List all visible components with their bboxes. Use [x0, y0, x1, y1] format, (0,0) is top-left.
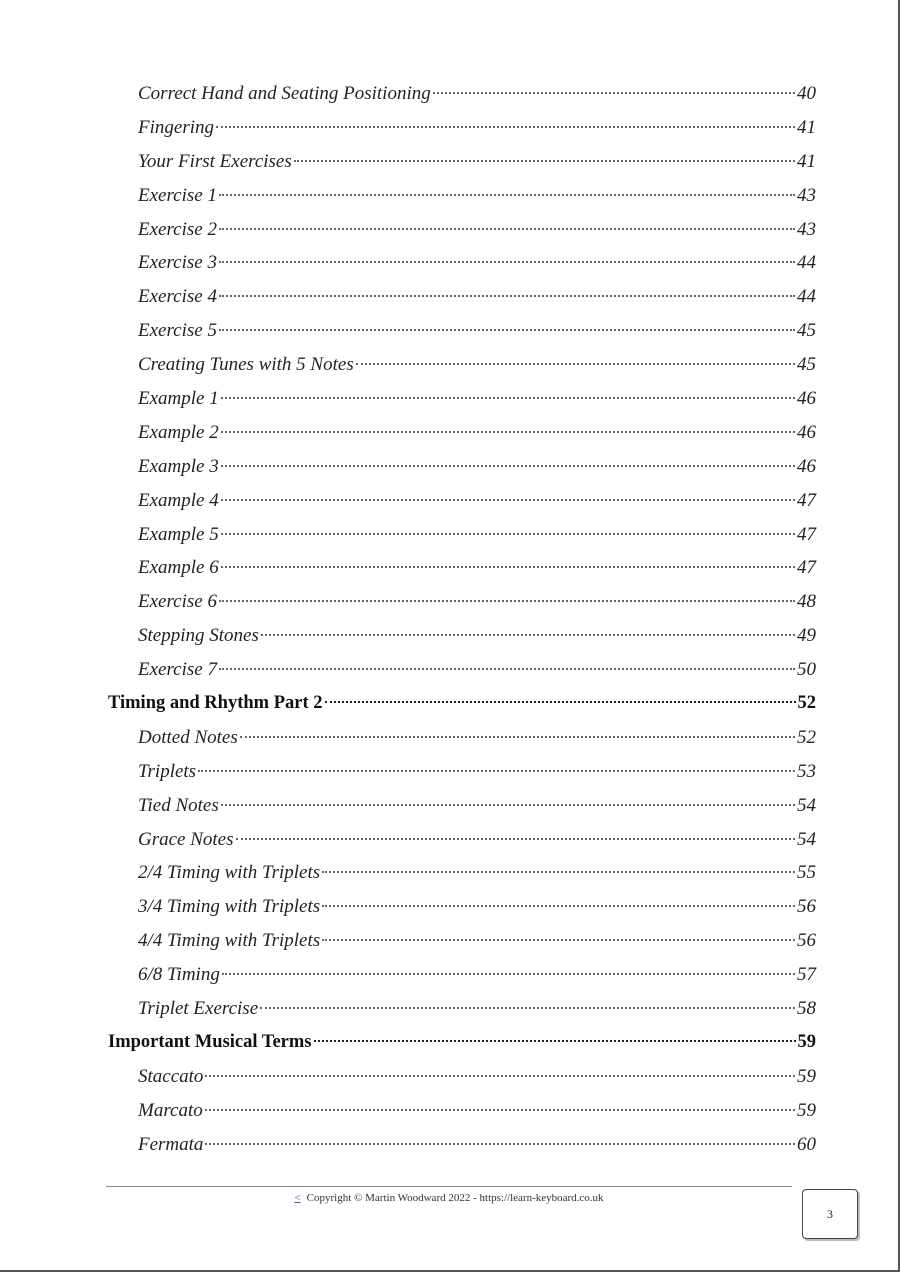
toc-entry-title: Exercise 6	[138, 591, 217, 613]
toc-section-entry[interactable]	[108, 619, 816, 653]
toc-section-entry[interactable]	[108, 145, 816, 179]
toc-entry-title: Exercise 7	[138, 659, 217, 681]
dot-leader	[221, 431, 795, 433]
dot-leader	[219, 600, 795, 602]
toc-entry-title: Correct Hand and Seating Positioning	[138, 83, 431, 104]
toc-entry-title: Example 1	[138, 388, 219, 410]
dot-leader	[236, 838, 795, 840]
dot-leader	[205, 1109, 795, 1111]
toc-section-entry[interactable]	[108, 280, 816, 314]
toc-entry-page: 41	[797, 116, 816, 138]
toc-section-entry[interactable]	[108, 958, 816, 992]
toc-entry-page: 46	[797, 388, 816, 410]
toc-entry-page: 40	[797, 83, 816, 104]
toc-entry-title: Staccato	[138, 1065, 204, 1087]
toc-section-entry[interactable]	[108, 856, 816, 890]
toc-entry-page: 52	[797, 726, 816, 748]
toc-entry-title: Creating Tunes with 5 Notes	[138, 354, 354, 376]
toc-entry-page: 58	[797, 998, 816, 1020]
footer-divider	[106, 1186, 792, 1187]
toc-section-entry[interactable]	[108, 179, 816, 213]
toc-entry-title: 6/8 Timing	[138, 964, 220, 986]
toc-entry-page: 47	[797, 489, 816, 511]
dot-leader	[219, 295, 795, 297]
dot-leader	[325, 701, 796, 703]
dot-leader	[322, 905, 795, 907]
toc-section-entry[interactable]	[108, 348, 816, 382]
toc-section-entry[interactable]	[108, 314, 816, 348]
toc-entry-page: 44	[797, 286, 816, 308]
dot-leader	[322, 871, 795, 873]
toc-entry-page: 60	[797, 1133, 816, 1155]
toc-section-entry[interactable]	[108, 1060, 816, 1094]
back-link[interactable]: <	[294, 1192, 301, 1204]
dot-leader	[221, 533, 795, 535]
dot-leader	[216, 126, 795, 128]
toc-section-entry[interactable]	[108, 585, 816, 619]
toc-section-entry[interactable]	[108, 924, 816, 958]
footer	[106, 1192, 792, 1204]
dot-leader	[433, 92, 795, 94]
toc-entry-title: Timing and Rhythm Part 2	[108, 693, 323, 714]
copyright-text: Copyright © Martin Woodward 2022 - https://learn-keyboard.co.uk	[306, 1192, 604, 1204]
toc-entry-page: 59	[797, 1099, 816, 1121]
toc-entry-page: 54	[797, 794, 816, 816]
toc-entry-title: Important Musical Terms	[108, 1031, 312, 1052]
toc-entry-page: 53	[797, 760, 816, 782]
page-number-box	[802, 1189, 858, 1239]
toc-section-entry[interactable]	[108, 518, 816, 552]
toc-entry-title: Exercise 4	[138, 286, 217, 308]
toc-section-entry[interactable]	[108, 1094, 816, 1128]
toc-entry-title: Example 5	[138, 523, 219, 545]
toc-entry-title: Exercise 2	[138, 218, 217, 240]
dot-leader	[219, 228, 795, 230]
toc-section-entry[interactable]	[108, 450, 816, 484]
dot-leader	[219, 194, 795, 196]
toc-entry-title: 4/4 Timing with Triplets	[138, 930, 321, 952]
toc-section-entry[interactable]	[108, 1128, 816, 1162]
toc-entry-title: Triplets	[138, 760, 197, 782]
toc-entry-title: 3/4 Timing with Triplets	[138, 896, 321, 918]
toc-section-entry[interactable]	[108, 416, 816, 450]
toc-section-entry[interactable]	[108, 890, 816, 924]
dot-leader	[260, 1007, 795, 1009]
dot-leader	[219, 261, 795, 263]
toc-section-entry[interactable]	[108, 484, 816, 518]
toc-section-entry[interactable]	[108, 246, 816, 280]
toc-entry-page: 43	[797, 184, 816, 206]
dot-leader	[221, 804, 795, 806]
page-number: 3	[827, 1206, 833, 1221]
toc-entry-title: Grace Notes	[138, 828, 234, 850]
toc-entry-page: 57	[797, 964, 816, 986]
toc-entry-title: Fingering	[138, 116, 214, 138]
toc-entry-page: 52	[797, 693, 816, 714]
toc-entry-page: 41	[797, 150, 816, 172]
toc-entry-title: Example 3	[138, 455, 219, 477]
dot-leader	[219, 329, 795, 331]
toc-entry-title: Marcato	[138, 1099, 203, 1121]
toc-section-entry[interactable]	[108, 789, 816, 823]
toc-entry-page: 49	[797, 625, 816, 647]
toc-entry-page: 46	[797, 421, 816, 443]
dot-leader	[198, 770, 795, 772]
toc-entry-title: Example 4	[138, 489, 219, 511]
toc-section-entry[interactable]	[108, 721, 816, 755]
toc-section-entry[interactable]	[108, 992, 816, 1026]
toc-entry-page: 47	[797, 557, 816, 579]
toc-entry-page: 59	[797, 1065, 816, 1087]
toc-entry-title: Tied Notes	[138, 794, 219, 816]
dot-leader	[261, 634, 795, 636]
toc-entry-title: Exercise 5	[138, 320, 217, 342]
toc-section-entry[interactable]	[108, 213, 816, 247]
toc-chapter-entry[interactable]	[108, 687, 816, 721]
toc-section-entry[interactable]	[108, 755, 816, 789]
dot-leader	[205, 1075, 795, 1077]
toc-entry-page: 50	[797, 659, 816, 681]
toc-entry-page: 44	[797, 252, 816, 274]
dot-leader	[221, 566, 795, 568]
toc-entry-title: Dotted Notes	[138, 726, 238, 748]
toc-chapter-entry[interactable]	[108, 1026, 816, 1060]
dot-leader	[221, 499, 795, 501]
toc-section-entry[interactable]	[108, 111, 816, 145]
toc-entry-title: Exercise 3	[138, 252, 217, 274]
dot-leader	[221, 397, 795, 399]
toc-section-entry[interactable]	[108, 382, 816, 416]
toc-entry-page: 46	[797, 455, 816, 477]
toc-entry-title: Example 2	[138, 421, 219, 443]
toc-section-entry[interactable]	[108, 653, 816, 687]
toc-entry-page: 59	[797, 1031, 816, 1052]
dot-leader	[322, 939, 795, 941]
toc-entry-page: 45	[797, 320, 816, 342]
toc-section-entry[interactable]	[108, 551, 816, 585]
dot-leader	[222, 973, 795, 975]
toc-entry-page: 55	[797, 862, 816, 884]
toc-entry-title: Your First Exercises	[138, 150, 292, 172]
toc-entry-page: 56	[797, 930, 816, 952]
dot-leader	[221, 465, 795, 467]
dot-leader	[294, 160, 795, 162]
toc-entry-title: Triplet Exercise	[138, 998, 259, 1020]
toc-entry-page: 48	[797, 591, 816, 613]
toc-entry-page: 45	[797, 354, 816, 376]
toc-section-entry[interactable]	[108, 77, 816, 111]
toc-section-entry[interactable]	[108, 823, 816, 857]
toc-entry-title: Example 6	[138, 557, 219, 579]
toc-entry-page: 56	[797, 896, 816, 918]
dot-leader	[240, 736, 795, 738]
toc-entry-title: Exercise 1	[138, 184, 217, 206]
toc-entry-page: 43	[797, 218, 816, 240]
toc-entry-title: Fermata	[138, 1133, 204, 1155]
dot-leader	[314, 1040, 796, 1042]
dot-leader	[219, 668, 795, 670]
toc-entry-title: Stepping Stones	[138, 625, 259, 647]
toc-entry-page: 47	[797, 523, 816, 545]
toc-entry-title: 2/4 Timing with Triplets	[138, 862, 321, 884]
dot-leader	[356, 363, 795, 365]
dot-leader	[205, 1143, 795, 1145]
table-of-contents	[108, 77, 816, 1162]
toc-entry-page: 54	[797, 828, 816, 850]
